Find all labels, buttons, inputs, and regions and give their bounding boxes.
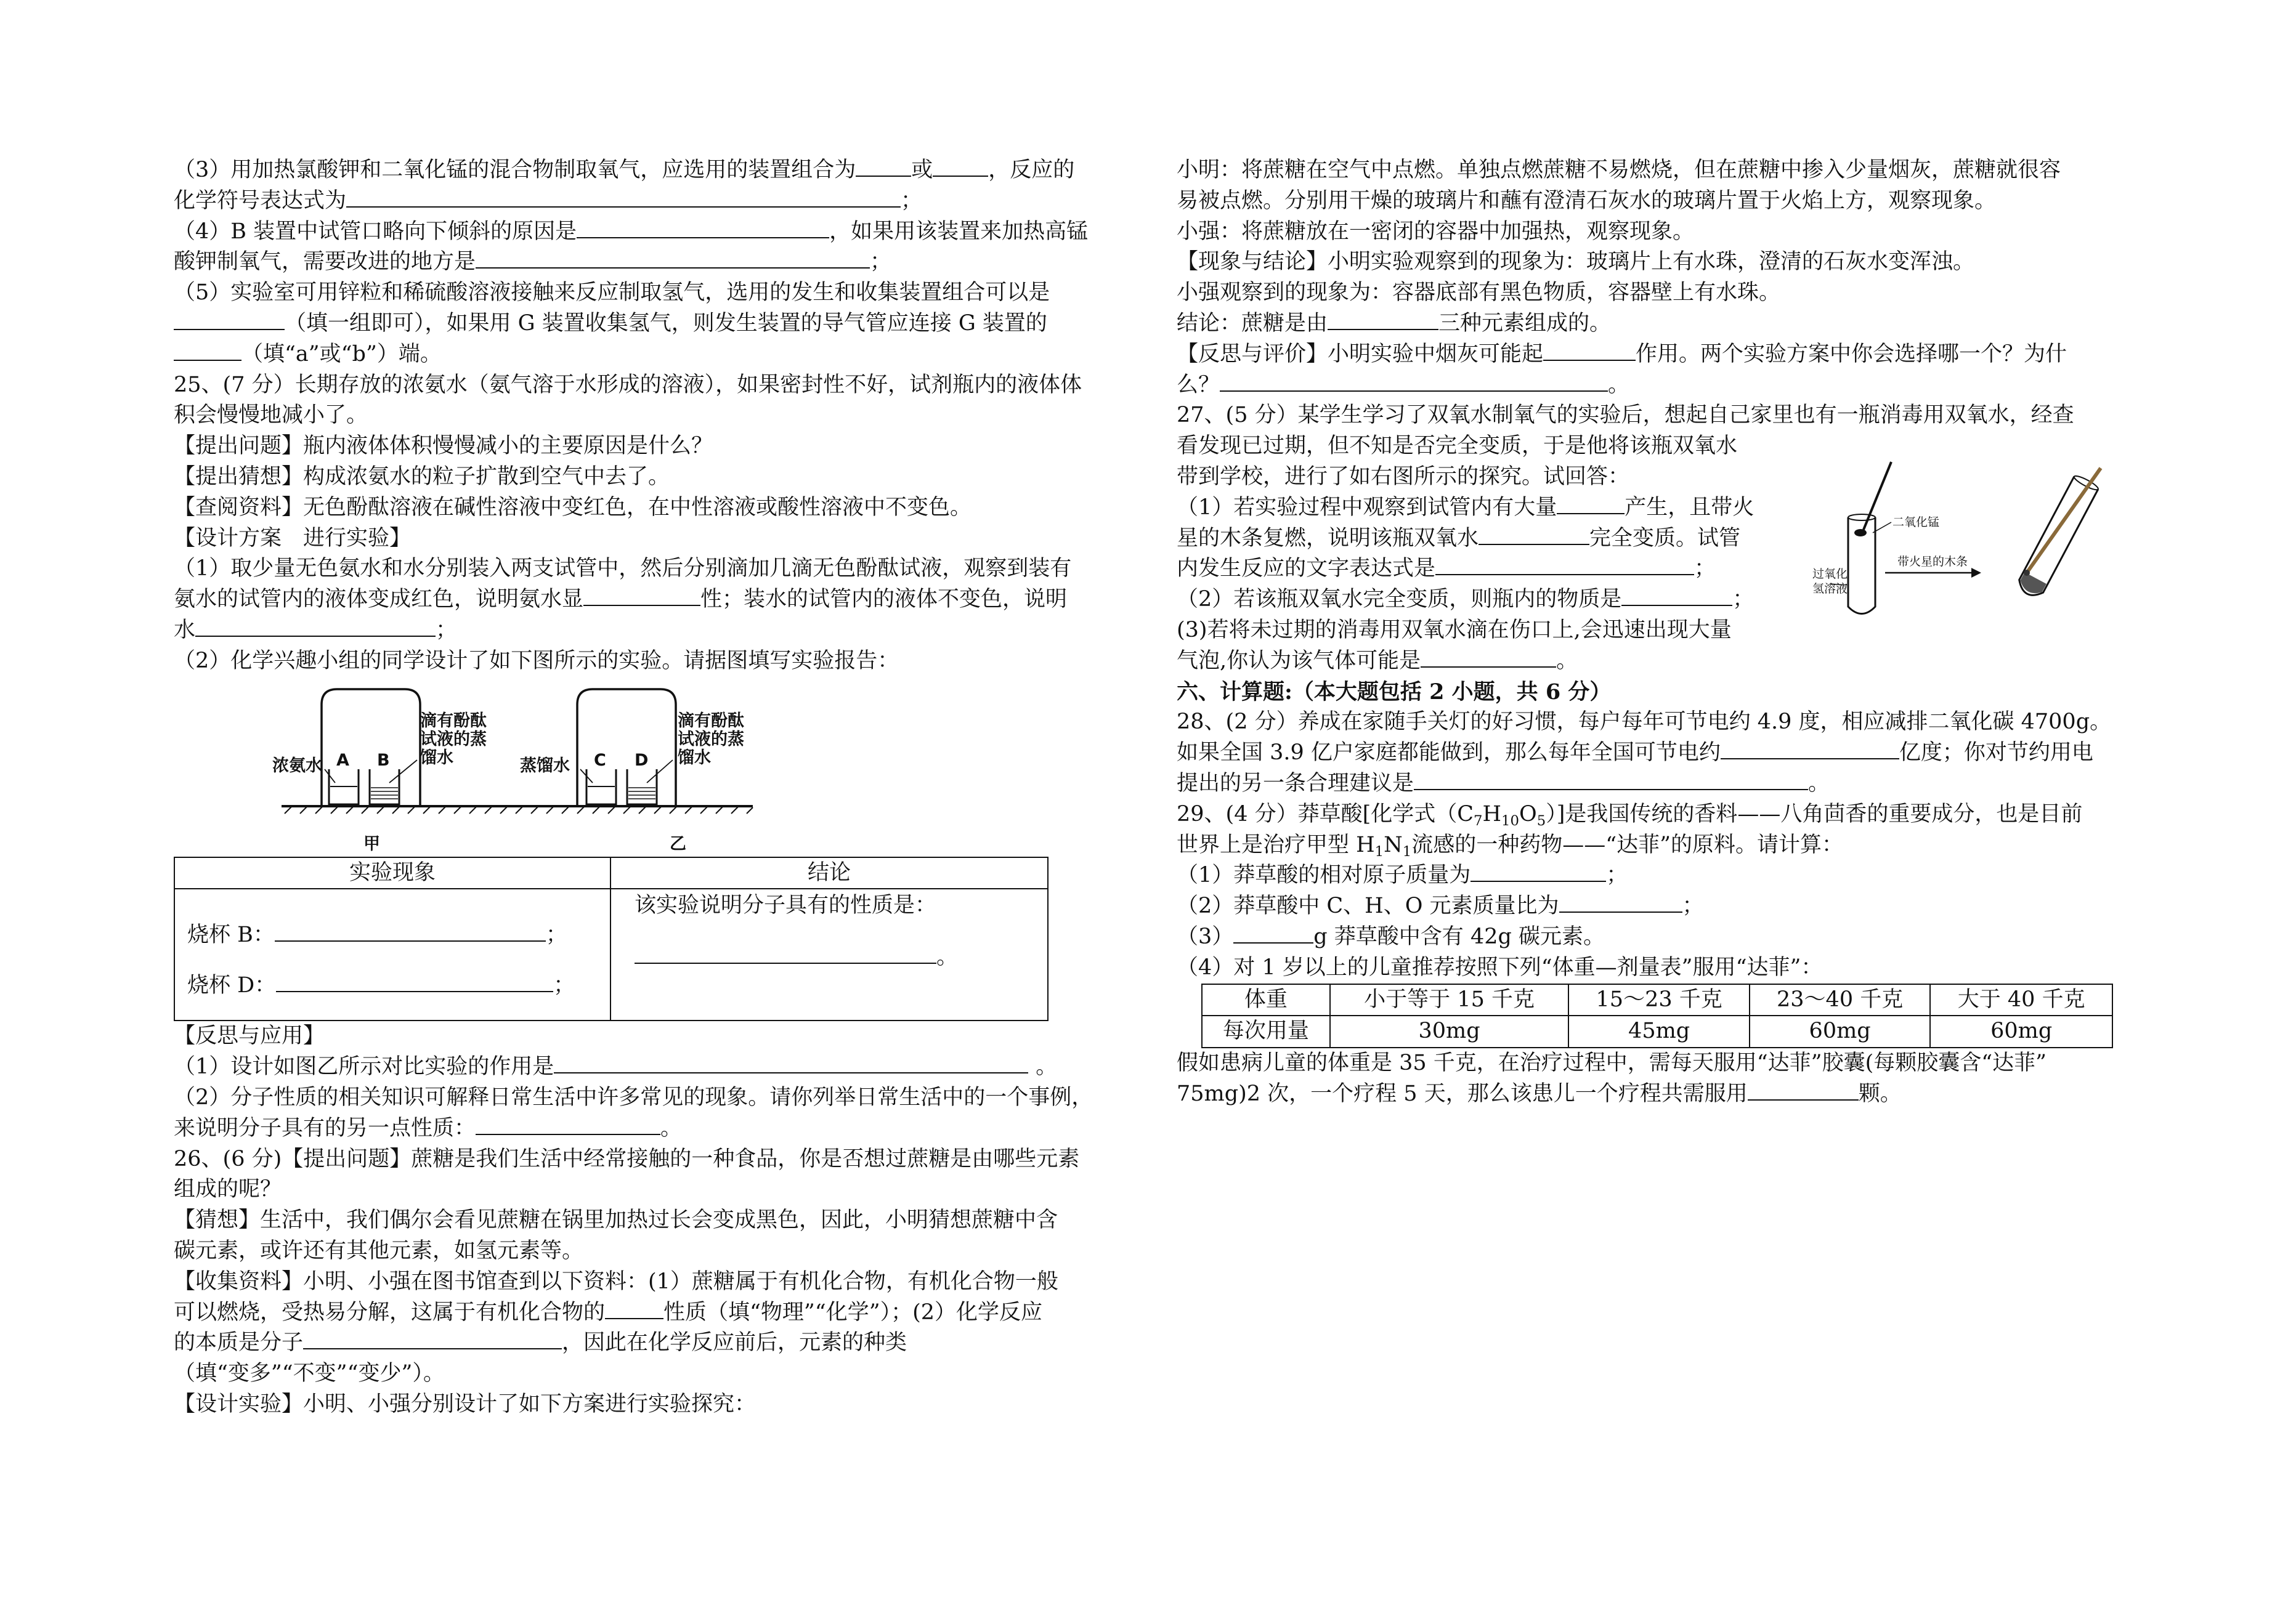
beaker-b-label: 烧杯 B： (187, 923, 275, 948)
left-column (174, 155, 1135, 1420)
q28-text: 。 (1808, 770, 1830, 796)
phenomenon-cell (174, 889, 611, 1021)
q24-5-line-1: （5）实验室可用锌粒和稀硫酸溶液接触来反应制取氢气，选用的发生和收集装置组合可以是 (174, 280, 1050, 305)
q28-line-2 (1177, 738, 2162, 769)
q28-line-3 (1177, 769, 2162, 799)
q25-text: 。 (1036, 1054, 1058, 1080)
q26-text: 可以燃烧，受热易分解，这属于有机化合物的 (174, 1300, 606, 1325)
q27-text: 产生，且带火 (1625, 495, 1754, 520)
dose-table-cell: 45mg (1568, 1016, 1749, 1048)
answer-blank[interactable] (1557, 493, 1625, 514)
label-phenolphthalein-1: 滴有酚酞 (420, 711, 487, 730)
dose-table-cell: 体重 (1202, 984, 1330, 1016)
q29-text: 29、(4 分）莽草酸[化学式（C (1177, 801, 1474, 827)
label-phenolphthalein-3: 馏水 (678, 748, 711, 767)
q26-heading: 26、(6 分)【提出问题】蔗糖是我们生活中经常接触的一种食品，你是否想过蔗糖是由哪些元素 (174, 1146, 1080, 1171)
q26-text: 小强观察到的现象为：容器底部有黑色物质，容器壁上有水珠。 (1177, 280, 1781, 305)
q25-text: 氨水的试管内的液体变成红色，说明氨水显 (174, 587, 584, 612)
q27-block (1177, 431, 2162, 676)
label-manganese-dioxide: 二氧化锰 (1892, 515, 1940, 530)
q25-text: 积会慢慢地减小了。 (174, 403, 368, 428)
q24-3-text: ； (901, 188, 923, 213)
answer-blank[interactable] (1435, 554, 1694, 575)
dose-table-cell: 60mg (1930, 1016, 2112, 1048)
q26-text: 么？ (1177, 372, 1220, 397)
q26-text: （填“变多”“不变”“变少”）。 (174, 1361, 445, 1386)
label-phenolphthalein-2: 试液的蒸 (678, 729, 744, 749)
q24-3-line-1 (174, 155, 1135, 186)
q26-text: 结论：蔗糖是由 (1177, 310, 1328, 336)
q25-text: 性；装水的试管内的液体不变色，说明 (700, 587, 1068, 612)
dose-table-cell: 小于等于 15 千克 (1330, 984, 1569, 1016)
answer-blank[interactable] (195, 616, 436, 637)
answer-blank[interactable] (577, 217, 829, 238)
label-phenolphthalein-2: 试液的蒸 (420, 729, 487, 749)
q26-references-line-3 (174, 1328, 1135, 1359)
beaker-b-line (187, 920, 605, 951)
label-figure-yi: 乙 (670, 834, 686, 854)
q25-references: 【查阅资料】无色酚酞溶液在碱性溶液中变红色，在中性溶液或酸性溶液中不变色。 (174, 495, 972, 520)
q25-step-1-line-2 (174, 584, 1135, 615)
answer-blank[interactable] (346, 187, 901, 208)
q25-step-1: （1）取少量无色氨水和水分别装入两支试管中，然后分别滴加几滴无色酚酞试液，观察到装有 (174, 556, 1072, 581)
q28-heading: 28、(2 分）养成在家随手关灯的好习惯，每户每年可节电约 4.9 度，相应减排二氧化碳 4700g。 (1177, 709, 2112, 735)
q26-xiaoming: 小明：将蔗糖在空气中点燃。单独点燃蔗糖不易燃烧，但在蔗糖中掺入少量烟灰，蔗糖就很容 (1177, 158, 2061, 182)
label-hydrogen-peroxide-1: 过氧化 (1812, 567, 1848, 581)
q27-3-line-2 (1177, 646, 2162, 677)
q26-xiaoqiang: 小强：将蔗糖放在一密闭的容器中加强热，观察现象。 (1177, 219, 1695, 244)
answer-blank[interactable] (1233, 923, 1313, 944)
beaker-d-line (187, 971, 605, 1001)
q29-1 (1177, 860, 2162, 891)
label-figure-jia: 甲 (363, 834, 380, 854)
q24-4-text: （4）B 装置中试管口略向下倾斜的原因是 (174, 219, 577, 244)
answer-blank[interactable] (1470, 861, 1606, 882)
q24-5-line-2 (174, 309, 1135, 339)
q27-text: ； (1732, 587, 1754, 612)
q29-text: g 莽草酸中含有 42g 碳元素。 (1313, 924, 1605, 949)
q29-text: ）]是我国传统的香料——八角茴香的重要成分，也是目前 (1546, 801, 2083, 827)
label-glowing-splint: 带火星的木条 (1897, 555, 1968, 569)
q29-text: 颗。 (1858, 1081, 1902, 1106)
q29-5: 假如患病儿童的体重是 35 千克，在治疗过程中，需每天服用“达菲”胶囊(每颗胶囊含“达菲” (1177, 1051, 2047, 1076)
q27-3: (3)若将未过期的消毒用双氧水滴在伤口上,会迅速出现大量 (1177, 617, 1732, 642)
q28-text: 亿度；你对节约用电 (1899, 740, 2093, 766)
q24-4-line-1 (174, 217, 1135, 248)
q24-5-text: （填“a”或“b”）端。 (241, 341, 442, 366)
beaker-d-label: 烧杯 D： (187, 973, 277, 998)
label-beaker-c: C (594, 750, 606, 770)
q24-5-line-3 (174, 339, 1135, 370)
semicolon: ； (545, 923, 567, 948)
formula-subscript: 7 (1474, 812, 1483, 829)
conclusion-answer-line (635, 942, 1042, 973)
dose-table-header-row (1202, 984, 2112, 1016)
header-conclusion: 结论 (611, 857, 1048, 889)
answer-blank[interactable] (476, 1114, 660, 1135)
dose-table (1201, 984, 2113, 1049)
q27-text: 看发现已过期，但不知是否完全变质，于是他将该瓶双氧水 (1177, 434, 1738, 459)
q26-evaluation-line-2 (1177, 370, 2162, 401)
q26-results: 【现象与结论】小明实验观察到的现象为：玻璃片上有水珠，澄清的石灰水变浑浊。 (1177, 249, 1975, 275)
q24-3-text: 化学符号表达式为 (174, 188, 347, 213)
section-6-heading: 六、计算题:（本大题包括 2 小题，共 6 分） (1177, 679, 1612, 705)
answer-blank[interactable] (303, 1328, 562, 1349)
virus-subscript: 1 (1374, 843, 1384, 860)
dose-table-cell: 30mg (1330, 1016, 1569, 1048)
q26-references-line-2 (174, 1298, 1135, 1328)
answer-blank[interactable] (1721, 738, 1899, 759)
q25-reflection-1 (174, 1052, 1135, 1083)
answer-blank[interactable] (1479, 524, 1589, 545)
q26-hypothesis: 【猜想】生活中，我们偶尔会看见蔗糖在锅里加热过长会变成黑色，因此，小明猜想蔗糖中含 (174, 1208, 1058, 1233)
formula-element: O (1519, 801, 1537, 827)
q26-text: 碳元素，或许还有其他元素，如氢元素等。 (174, 1238, 584, 1263)
dose-table-cell: 每次用量 (1202, 1016, 1330, 1048)
q29-text: （2）莽草酸中 C、H、O 元素质量比为 (1177, 894, 1559, 919)
q25-hypothesis: 【提出猜想】构成浓氨水的粒子扩散到空气中去了。 (174, 464, 670, 489)
label-beaker-b: B (377, 750, 390, 770)
q26-text: 作用。两个实验方案中你会选择哪一个？为什 (1636, 341, 2067, 366)
q27-text: 完全变质。试管 (1589, 525, 1741, 551)
header-phenomenon: 实验现象 (174, 857, 611, 889)
q25-reflection-2: （2）分子性质的相关知识可解释日常生活中许多常见的现象。请你列举日常生活中的一个事例， (174, 1085, 1093, 1110)
q24-3-text: ，反应的 (988, 158, 1075, 182)
answer-blank[interactable] (174, 309, 285, 330)
answer-blank[interactable] (933, 156, 988, 177)
q27-text: 带到学校，进行了如右图所示的探究。试回答： (1177, 464, 1630, 489)
q28-text: 如果全国 3.9 亿户家庭都能做到，那么每年全国可节电约 (1177, 740, 1721, 766)
hydrogen-peroxide-figure (1811, 450, 2144, 622)
label-distilled-water: 蒸馏水 (520, 756, 570, 775)
answer-blank[interactable] (635, 943, 936, 964)
q29-heading (1177, 799, 2162, 830)
answer-blank[interactable] (276, 971, 553, 992)
answer-blank[interactable] (1543, 340, 1636, 361)
answer-blank[interactable] (476, 248, 870, 269)
q26-text: ，因此在化学反应前后，元素的种类 (562, 1330, 907, 1356)
q27-text: 星的木条复燃，说明该瓶双氧水 (1177, 525, 1479, 551)
q25-text: ； (436, 617, 458, 642)
dose-table-row (1202, 1016, 2112, 1048)
q24-4-text: ； (870, 249, 892, 275)
q29-text: （1）莽草酸的相对原子质量为 (1177, 863, 1471, 888)
q29-text: ； (1606, 863, 1628, 888)
answer-blank[interactable] (856, 156, 911, 177)
dose-table-cell: 15～23 千克 (1568, 984, 1749, 1016)
formula-element: H (1482, 801, 1502, 827)
q25-step-1-line-3 (174, 615, 1135, 646)
virus-letter: N (1384, 832, 1403, 857)
q25-design: 【设计方案 进行实验】 (174, 525, 412, 551)
q29-line-2 (1177, 830, 2162, 861)
q24-3-text: 或 (911, 158, 933, 182)
q26-design: 【设计实验】小明、小强分别设计了如下方案进行实验探究： (174, 1391, 757, 1417)
label-phenolphthalein-1: 滴有酚酞 (678, 711, 744, 730)
q26-evaluation (1177, 339, 2162, 370)
q27-text: （1）若实验过程中观察到试管内有大量 (1177, 495, 1557, 520)
q29-3 (1177, 922, 2162, 953)
answer-blank[interactable] (1328, 309, 1438, 330)
period: 。 (936, 945, 959, 970)
q26-text: 组成的呢？ (174, 1177, 282, 1202)
answer-blank[interactable] (1220, 371, 1608, 392)
label-beaker-d: D (635, 750, 649, 770)
experiment-report-table (174, 857, 1049, 1022)
virus-subscript: 1 (1402, 843, 1412, 860)
q24-4-text: ，如果用该装置来加热高锰 (829, 219, 1089, 244)
q24-5-text: （填一组即可），如果用 G 装置收集氢气，则发生装置的导气管应连接 G 装置的 (285, 310, 1047, 336)
q25-question: 【提出问题】瓶内液体体积慢慢减小的主要原因是什么？ (174, 434, 713, 459)
q26-text: 三种元素组成的。 (1438, 310, 1612, 336)
q29-text: （3） (1177, 924, 1234, 949)
q25-text: （1）设计如图乙所示对比实验的作用是 (174, 1054, 554, 1080)
q25-reflection: 【反思与应用】 (174, 1024, 325, 1049)
dose-table-cell: 60mg (1750, 1016, 1930, 1048)
q27-heading: 27、(5 分）某学生学习了双氧水制氧气的实验后，想起自己家里也有一瓶消毒用双氧水，经查 (1177, 403, 2074, 428)
answer-blank[interactable] (174, 340, 241, 361)
answer-blank[interactable] (554, 1053, 1028, 1073)
q25-text: 来说明分子具有的另一点性质： (174, 1115, 476, 1141)
q24-3-line-2 (174, 186, 1135, 217)
q26-conclusion (1177, 309, 2162, 339)
q27-text: 。 (1556, 648, 1578, 673)
answer-blank[interactable] (1421, 647, 1556, 668)
q24-4-line-2 (174, 247, 1135, 278)
q26-text: 【反思与评价】小明实验中烟灰可能起 (1177, 341, 1544, 366)
right-column (1177, 155, 2162, 1110)
q26-text: 。 (1608, 372, 1630, 397)
q29-5-line-2 (1177, 1079, 2162, 1110)
q28-text: 提出的另一条合理建议是 (1177, 770, 1414, 796)
answer-blank[interactable] (1559, 892, 1682, 913)
answer-blank[interactable] (1748, 1080, 1859, 1101)
q27-text: ； (1694, 556, 1716, 581)
q25-reflection-2-line-2 (174, 1114, 1135, 1144)
q25-text: 水 (174, 617, 196, 642)
q26-references: 【收集资料】小明、小强在图书馆查到以下资料：(1）蔗糖属于有机化合物，有机化合物一般 (174, 1269, 1058, 1294)
q26-text: 的本质是分子 (174, 1330, 304, 1356)
label-hydrogen-peroxide-2: 氢溶液 (1812, 582, 1848, 596)
q29-4: （4）对 1 岁以上的儿童推荐按照下列“体重—剂量表”服用“达菲”： (1177, 955, 1823, 980)
molecule-diffusion-figure (174, 677, 1135, 857)
q26-text: 性质（填“物理”“化学”）；(2）化学反应 (663, 1300, 1043, 1325)
answer-blank[interactable] (1621, 585, 1732, 606)
q27-text: （2）若该瓶双氧水完全变质，则瓶内的物质是 (1177, 587, 1622, 612)
q24-3-text: （3）用加热氯酸钾和二氧化锰的混合物制取氧气，应选用的装置组合为 (174, 158, 856, 182)
conclusion-cell (611, 889, 1048, 1021)
answer-blank[interactable] (1414, 769, 1808, 790)
dose-table-cell: 23～40 千克 (1750, 984, 1930, 1016)
q29-text: 75mg)2 次，一个疗程 5 天，那么该患儿一个疗程共需服用 (1177, 1081, 1748, 1106)
answer-blank[interactable] (275, 921, 546, 942)
conclusion-text: 该实验说明分子具有的性质是： (635, 893, 937, 918)
q29-text: 流感的一种药物——“达菲”的原料。请计算： (1411, 832, 1844, 857)
label-ammonia: 浓氨水 (272, 756, 322, 775)
q29-text: 世界上是治疗甲型 H (1177, 832, 1375, 857)
q29-2 (1177, 891, 2162, 922)
q24-4-text: 酸钾制氧气，需要改进的地方是 (174, 249, 476, 275)
semicolon: ； (553, 973, 575, 998)
q25-heading: 25、(7 分）长期存放的浓氨水（氨气溶于水形成的溶液），如果密封性不好，试剂瓶内的液体体 (174, 372, 1082, 397)
q26-text: 易被点燃。分别用干燥的玻璃片和蘸有澄清石灰水的玻璃片置于火焰上方，观察现象。 (1177, 188, 1997, 213)
label-beaker-a: A (336, 750, 349, 770)
formula-subscript: 10 (1501, 812, 1519, 829)
answer-blank[interactable] (605, 1298, 663, 1319)
q27-text: 气泡,你认为该气体可能是 (1177, 648, 1421, 673)
label-phenolphthalein-3: 馏水 (420, 748, 453, 767)
q25-step-2: （2）化学兴趣小组的同学设计了如下图所示的实验。请据图填写实验报告： (174, 648, 899, 673)
q29-text: ； (1682, 894, 1704, 919)
answer-blank[interactable] (583, 585, 700, 606)
beaker-diagram (174, 677, 913, 857)
dose-table-cell: 大于 40 千克 (1930, 984, 2112, 1016)
q27-text: 内发生反应的文字表达式是 (1177, 556, 1436, 581)
formula-subscript: 5 (1536, 812, 1546, 829)
q25-text: 。 (660, 1115, 683, 1141)
